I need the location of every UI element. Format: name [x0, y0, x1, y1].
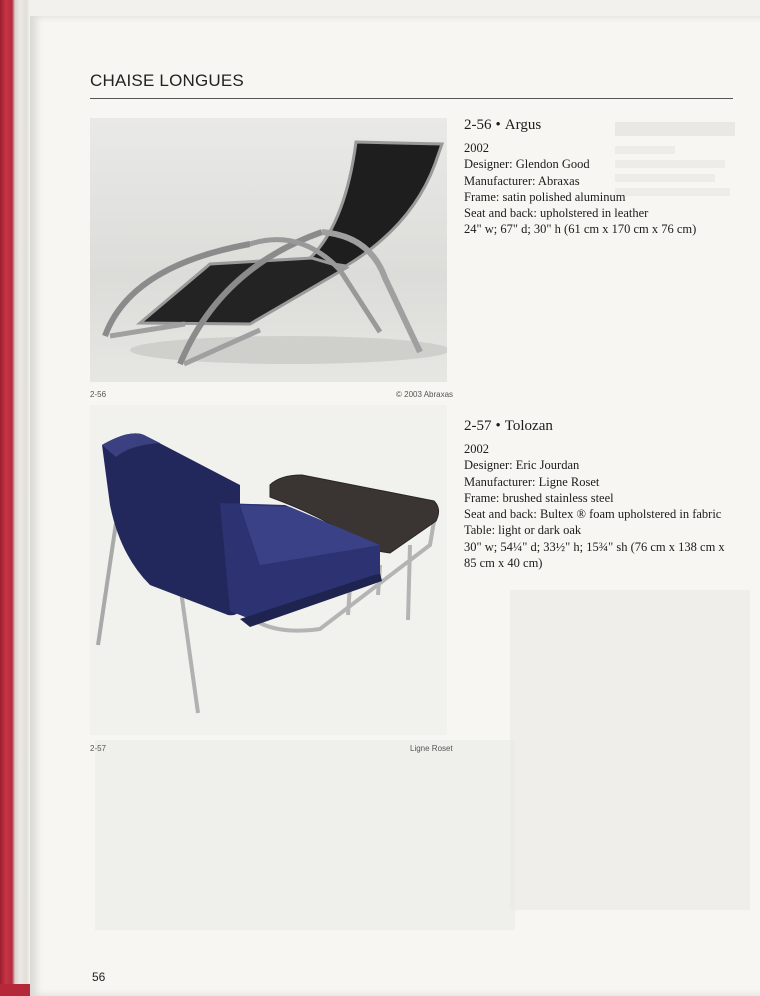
entry-number: 2-56 [464, 117, 492, 133]
entry-designer: Designer: Glendon Good [464, 157, 590, 172]
argus-chaise-illustration [90, 118, 447, 382]
entry-tolozan [464, 417, 744, 571]
entry-year: 2002 [464, 442, 489, 456]
page-number: 56 [92, 970, 106, 984]
entry-dimensions: 24" w; 67" d; 30" h (61 cm x 170 cm x 76 cm) [464, 222, 697, 237]
show-through-block-2 [95, 740, 515, 930]
entry-year: 2002 [464, 141, 489, 155]
entry-frame: Frame: satin polished aluminum [464, 189, 626, 204]
entry-designer: Designer: Eric Jourdan [464, 458, 580, 473]
photo-credit: Ligne Roset [410, 744, 453, 753]
argus-chaise-photo [90, 118, 447, 382]
entry-title [464, 116, 744, 134]
entry-manufacturer: Manufacturer: Ligne Roset [464, 474, 600, 489]
photo-caption-number: 2-56 [90, 390, 107, 399]
entry-dimensions: 30" w; 54¼" d; 33½" h; 15¾" sh (76 cm x 138 cm x 85 cm x 40 cm) [464, 539, 725, 571]
photo-credit: © 2003 Abraxas [396, 390, 454, 399]
tolozan-chaise-photo [90, 405, 447, 735]
entry-title [464, 417, 744, 435]
section-title: CHAISE LONGUES [90, 71, 244, 90]
entry-name: Tolozan [504, 418, 553, 434]
entry-frame: Frame: brushed stainless steel [464, 490, 614, 505]
heading-rule [90, 98, 733, 99]
entry-name: Argus [504, 117, 542, 133]
separator-dot: • [495, 418, 501, 434]
entry-number: 2-57 [464, 418, 492, 434]
entry-manufacturer: Manufacturer: Abraxas [464, 173, 580, 188]
tolozan-chaise-illustration [90, 405, 447, 735]
photo-caption-number: 2-57 [90, 744, 107, 753]
show-through-block [510, 590, 750, 910]
entry-argus [464, 116, 744, 238]
entry-table: Table: light or dark oak [464, 523, 582, 538]
separator-dot: • [495, 117, 501, 133]
entry-seat: Seat and back: Bultex ® foam upholstered in fabric [464, 507, 722, 522]
entry-seat: Seat and back: upholstered in leather [464, 206, 649, 221]
